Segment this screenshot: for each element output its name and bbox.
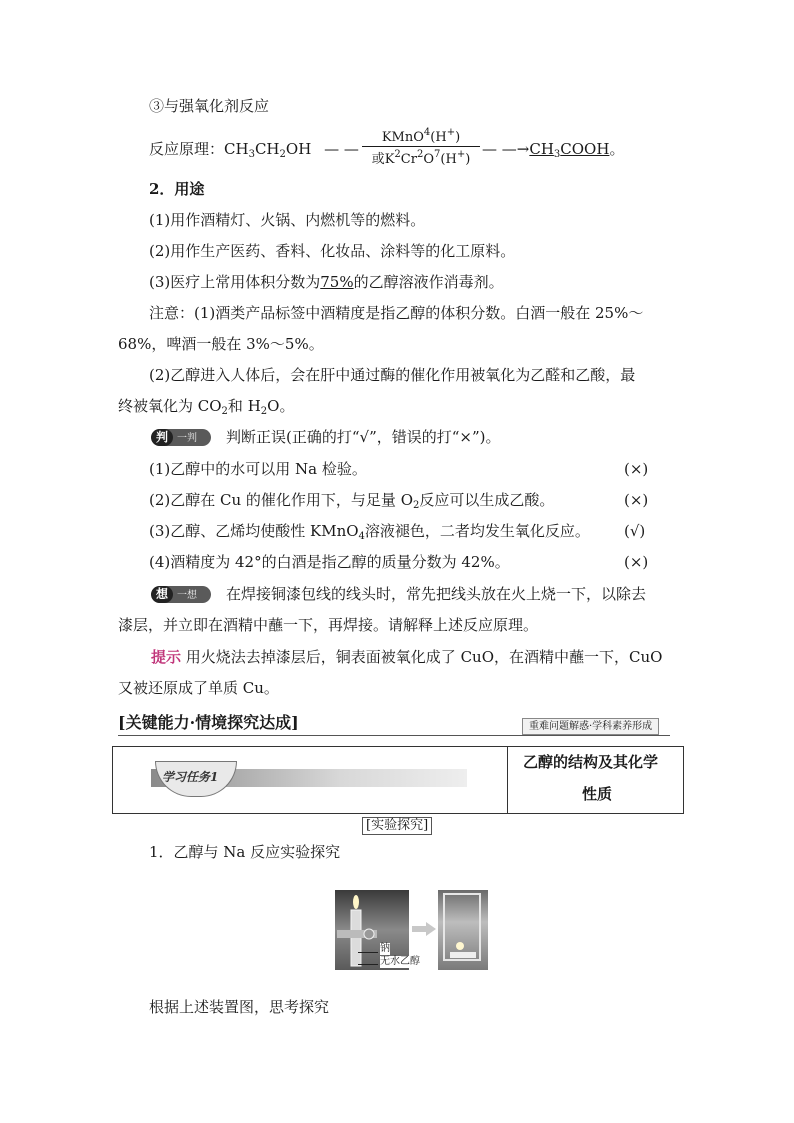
condition-bottom: 或$K^2Cr^2O^7(H^+)$ bbox=[371, 149, 471, 167]
apparatus-photo-right bbox=[438, 890, 488, 970]
product: $CH_3COOH$ bbox=[529, 140, 610, 160]
hint-line-1: 提示 用火烧法去掉漆层后，铜表面被氧化成了 CuO，在酒精中蘸一下，CuO bbox=[151, 648, 663, 666]
condition-top: KMnO$^4$(H+) bbox=[362, 127, 480, 147]
judge-q3: (3)乙醇、乙烯均使酸性 KMnO$_4$溶液褪色，二者均发生氧化反应。 bbox=[149, 522, 590, 542]
use-item-2: (2)用作生产医药、香料、化妆品、涂料等的化工原料。 bbox=[149, 242, 516, 260]
note-line-2: 68%，啤酒一般在 3%～5%。 bbox=[118, 335, 324, 353]
label-na: 钠 bbox=[380, 943, 390, 954]
note-line-1: 注意：(1)酒类产品标签中酒精度是指乙醇的体积分数。白酒一般在 25%～ bbox=[149, 304, 644, 322]
beaker-illustration bbox=[438, 890, 488, 970]
judge-q1-answer: (×) bbox=[624, 460, 649, 478]
think-badge: 想 一想 bbox=[151, 586, 211, 603]
task-title-line-2: 性质 bbox=[582, 785, 613, 803]
dash-left: — — bbox=[324, 140, 359, 158]
uses-heading: 2．用途 bbox=[149, 180, 205, 198]
experiment-heading: 1．乙醇与 Na 反应实验探究 bbox=[149, 843, 341, 861]
task-label: 学习任务1 bbox=[162, 770, 219, 784]
banner-divider bbox=[118, 735, 670, 736]
reactant: $CH_3CH_2OH$ bbox=[224, 140, 312, 160]
dash-right: — —→ bbox=[482, 140, 530, 158]
task-title-line-1: 乙醇的结构及其化学 bbox=[523, 753, 659, 771]
judge-instruction: 判断正误(正确的打“√”，错误的打“×”)。 bbox=[226, 428, 501, 446]
judge-q2-answer: (×) bbox=[624, 491, 649, 509]
section-banner-title: [关键能力·情境探究达成] bbox=[118, 713, 299, 732]
judge-q1: (1)乙醇中的水可以用 Na 检验。 bbox=[149, 460, 367, 478]
hint-line-2: 又被还原成了单质 Cu。 bbox=[118, 679, 279, 697]
disinfect-percentage: 75% bbox=[320, 273, 354, 291]
note-line-3: (2)乙醇进入人体后，会在肝中通过酶的催化作用被氧化为乙醛和乙酸，最 bbox=[149, 366, 636, 384]
reaction-principle bbox=[149, 140, 359, 161]
think-line-1: 在焊接铜漆包线的线头时，常先把线头放在火上烧一下，以除去 bbox=[226, 585, 647, 603]
section-3-title: ③与强氧化剂反应 bbox=[149, 97, 270, 115]
reaction-product: — $—\to CH_3COOH$。 bbox=[482, 140, 625, 160]
reaction-prefix: 反应原理： bbox=[149, 140, 225, 158]
label-line-ethanol bbox=[358, 964, 378, 965]
experiment-think: 根据上述装置图，思考探究 bbox=[149, 998, 330, 1016]
experiment-tag: [实验探究] bbox=[362, 817, 432, 835]
task-tab bbox=[155, 761, 237, 797]
reaction-conditions bbox=[362, 127, 480, 167]
hint-label: 提示 bbox=[151, 648, 182, 666]
section-banner-tag: 重难问题解惑·学科素养形成 bbox=[522, 718, 659, 735]
judge-q4: (4)酒精度为 42°的白酒是指乙醇的质量分数为 42%。 bbox=[149, 553, 510, 571]
task-box bbox=[112, 746, 684, 814]
task-box-divider bbox=[507, 747, 508, 813]
think-line-2: 漆层，并立即在酒精中蘸一下，再焊接。请解释上述反应原理。 bbox=[118, 616, 539, 634]
use-item-3: (3)医疗上常用体积分数为75%的乙醇溶液作消毒剂。 bbox=[149, 273, 504, 291]
use-item-1: (1)用作酒精灯、火锅、内燃机等的燃料。 bbox=[149, 211, 426, 229]
judge-badge: 判 一判 bbox=[151, 429, 211, 446]
arrow-right-icon bbox=[412, 922, 436, 936]
judge-q4-answer: (×) bbox=[624, 553, 649, 571]
label-ethanol: 无水乙醇 bbox=[380, 956, 420, 967]
label-line-na bbox=[358, 952, 378, 953]
judge-q3-answer: (√) bbox=[624, 522, 646, 540]
note-line-4: 终被氧化为 $CO_2$和 $H_2O$。 bbox=[118, 397, 295, 417]
judge-q2: (2)乙醇在 Cu 的催化作用下，与足量 $O_2$反应可以生成乙酸。 bbox=[149, 491, 555, 511]
